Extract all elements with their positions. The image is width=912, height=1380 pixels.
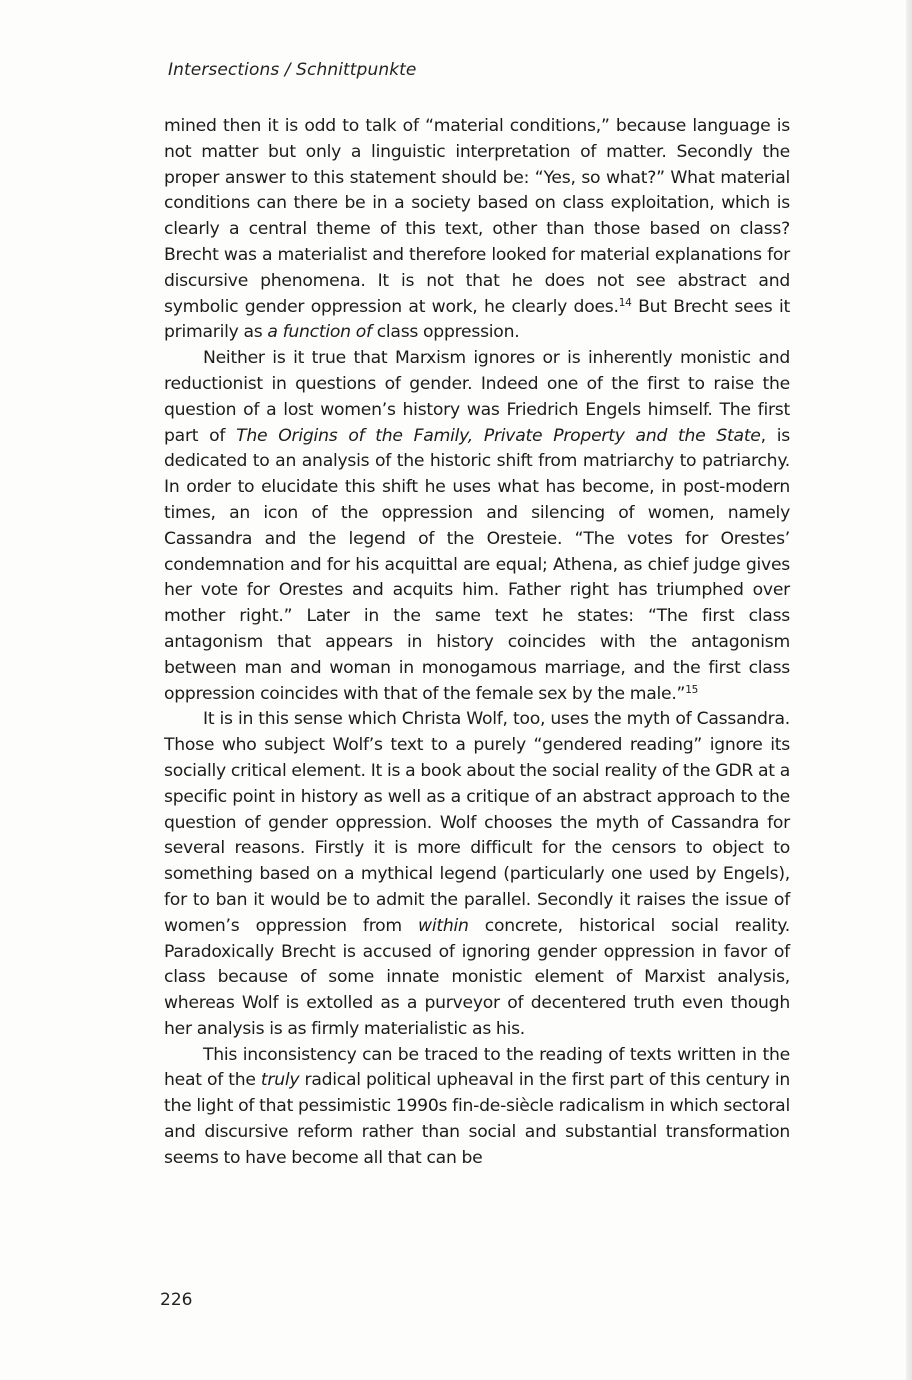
text-run: class oppression. (371, 322, 520, 343)
text-run: But Brecht sees it primarily as (164, 296, 790, 343)
text-run: Neither is it true that Marxism ignores or is inherently monistic and reductionist in questions of gender. Indeed one of the first to raise the question of a lost women’s history was Friedrich Engels himself. The first part of (164, 348, 790, 446)
italic-text: within (418, 915, 469, 936)
text-run: It is in this sense which Christa Wolf, too, uses the myth of Cassandra. Those who subject Wolf’s text to a purely “gendered reading” ignore its socially critical element. It is a book about the social reality of the GDR at a specific point in history as well as a critique of an abstract approach to the question of gender oppression. Wolf chooses the myth of Cassandra for several reasons. Firstly it is more difficult for the censors to object to something based on a mythical legend (particularly one used by Engels), for to ban it would be to admit the parallel. Secondly it raises the issue of women’s oppression from (164, 709, 790, 936)
text-run: radical political upheaval in the first part of this century in the light of that pessimistic 1990s fin-de-siècle radicalism in which sectoral and discursive reform rather than social and substantial transformation seems to have become all that can be (164, 1070, 790, 1168)
paragraph-2 (164, 346, 790, 707)
body-text (164, 114, 790, 1172)
paragraph-1 (164, 114, 790, 346)
footnote-ref: 14 (618, 296, 632, 309)
footnote-ref: 15 (685, 683, 699, 696)
text-run: concrete, historical social reality. Paradoxically Brecht is accused of ignoring gender oppression in favor of class because of some innate monistic element of Marxist analysis, whereas Wolf is extolled as a purveyor of decentered truth even though her analysis is as firmly materialistic as his. (164, 915, 790, 1039)
text-run: , is dedicated to an analysis of the historic shift from matriarchy to patriarchy. In order to elucidate this shift he uses what has become, in post-modern times, an icon of the oppression and silencing of women, namely Cassandra and the legend of the Oresteie. “The votes for Orestes’ condemnation and for his acquittal are equal; Athena, as chief judge gives her vote for Orestes and acquits him. Father right has triumphed over mother right.” Later in the same text he states: “The first class antagonism that appears in history coincides with the antagonism between man and woman in monogamous marriage, and the first class oppression coincides with that of the female sex by the male.” (164, 425, 790, 704)
page-edge-shadow (906, 0, 912, 1380)
italic-text: The Origins of the Family, Private Property and the State (236, 425, 761, 446)
running-head: Intersections / Schnittpunkte (168, 60, 417, 80)
italic-text: a function of (267, 322, 372, 343)
text-run: This inconsistency can be traced to the reading of texts written in the heat of the (164, 1044, 790, 1091)
text-run: mined then it is odd to talk of “material conditions,” because language is not matter but only a linguistic interpretation of matter. Secondly the proper answer to this statement should be: “Yes, so what?” What material conditions can there be in a society based on class exploitation, which is clearly a central theme of this text, other than those based on class? Brecht was a materialist and therefore looked for material explanations for discursive phenomena. It is not that he does not see abstract and symbolic gender oppression at work, he clearly does. (164, 116, 790, 317)
italic-text: truly (260, 1070, 300, 1091)
paragraph-4 (164, 1043, 790, 1172)
paragraph-3 (164, 707, 790, 1042)
page-number: 226 (160, 1290, 193, 1310)
